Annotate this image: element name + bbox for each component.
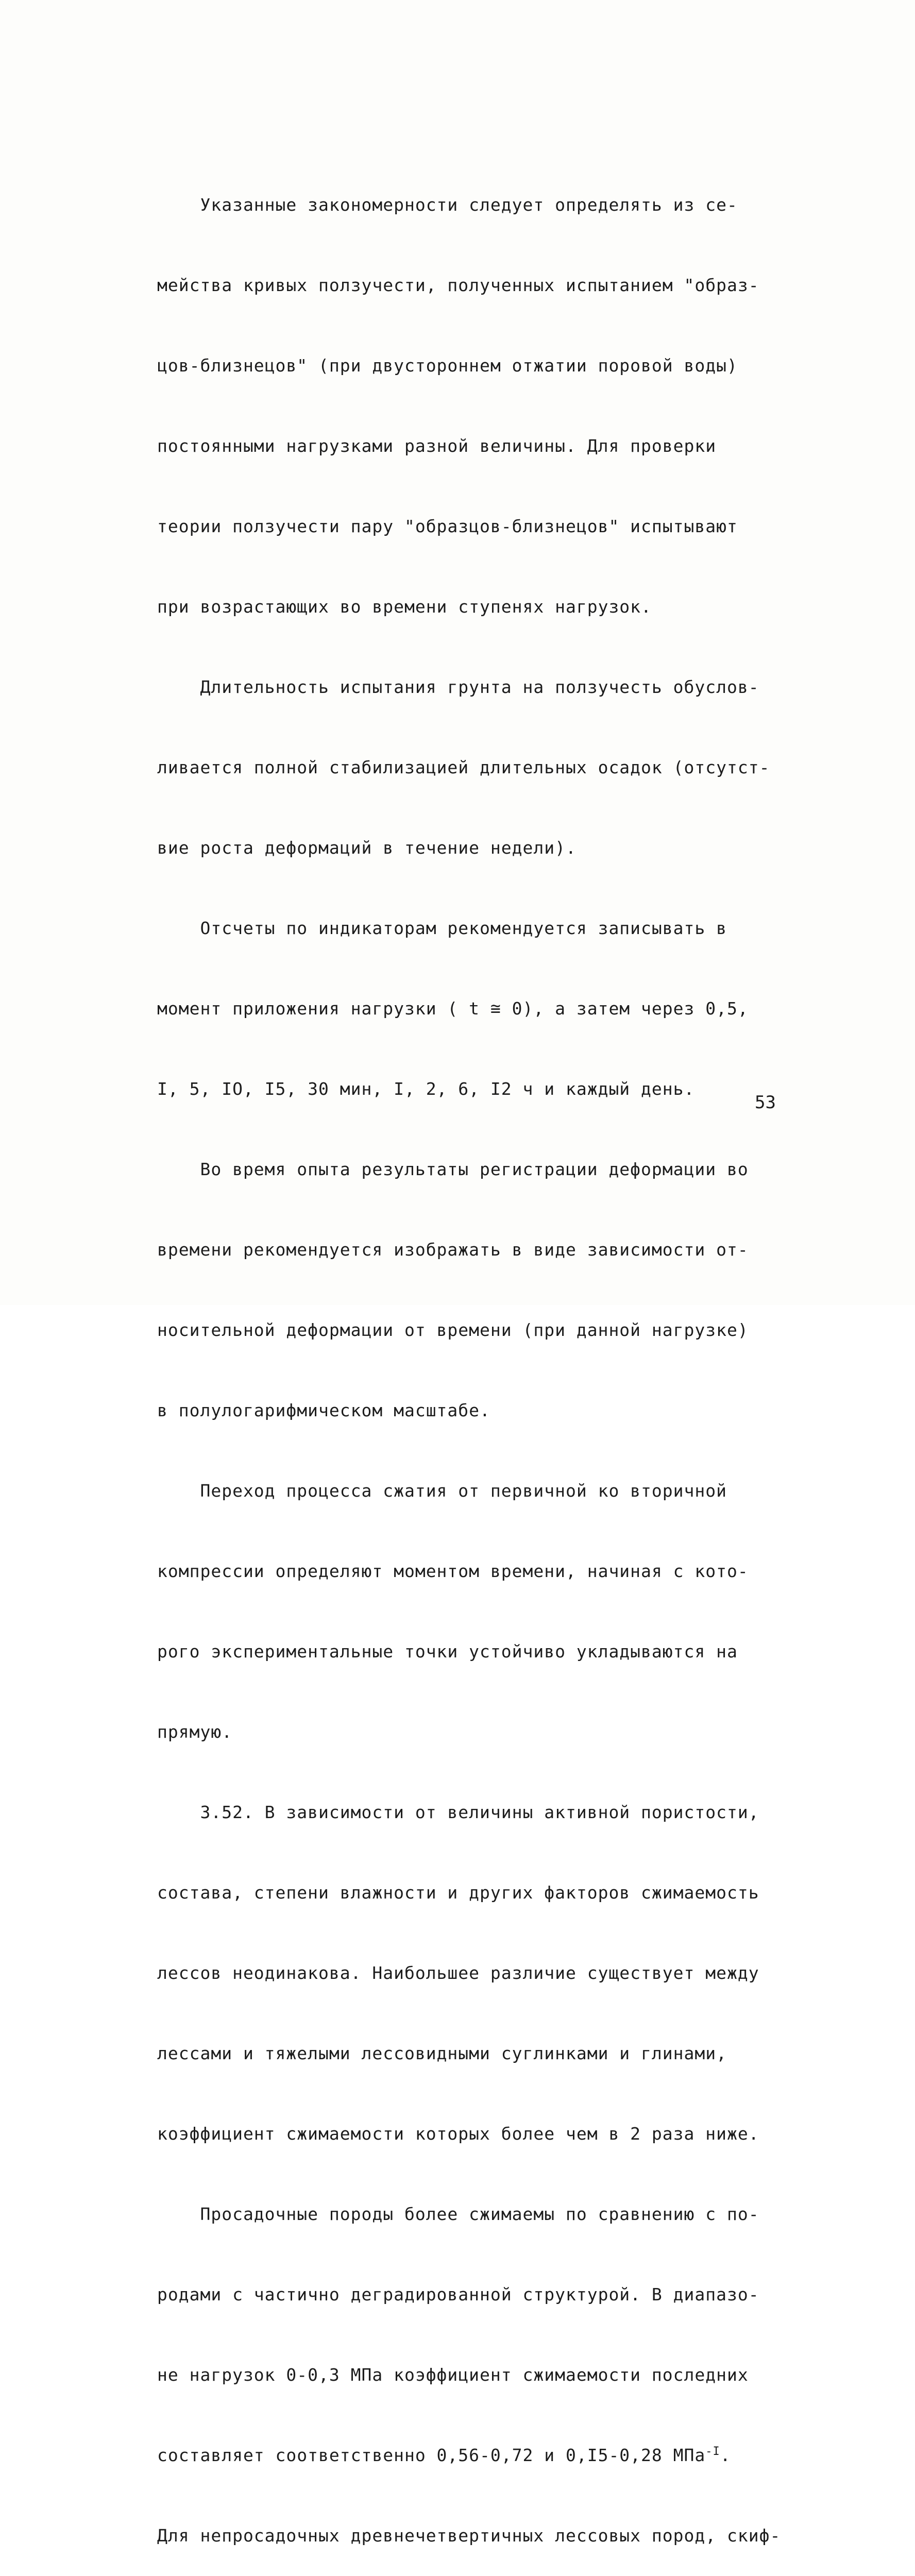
text-line: Просадочные породы более сжимаемы по сравнению с по- bbox=[157, 2204, 759, 2224]
text-line: цов-близнецов" (при двустороннем отжатии поровой воды) bbox=[157, 355, 738, 376]
text-line: времени рекомендуется изображать в виде зависимости от- bbox=[157, 1240, 749, 1260]
text-line: не нагрузок 0-0,3 МПа коэффициент сжимаемости последних bbox=[157, 2365, 749, 2385]
superscript: -I bbox=[705, 2445, 720, 2458]
text-line: компрессии определяют моментом времени, начиная с кото- bbox=[157, 1561, 749, 1581]
text-line: момент приложения нагрузки ( t ≅ 0), а затем через 0,5, bbox=[157, 998, 749, 1019]
text-line: лессов неодинакова. Наибольшее различие существует между bbox=[157, 1963, 759, 1983]
text-line: прямую. bbox=[157, 1722, 233, 1742]
text-line: мейства кривых ползучести, полученных испытанием "образ- bbox=[157, 275, 759, 295]
line-end-dot: . bbox=[720, 2445, 731, 2465]
text-line: при возрастающих во времени ступенях нагрузок. bbox=[157, 597, 652, 617]
text-fragment: составляет соответственно 0,56-0,72 и 0,I5-0,28 МПа bbox=[157, 2445, 706, 2465]
text-line: родами с частично деградированной структурой. В диапазо- bbox=[157, 2284, 759, 2304]
text-line: состава, степени влажности и других факторов сжимаемость bbox=[157, 1883, 759, 1903]
text-line: носительной деформации от времени (при данной нагрузке) bbox=[157, 1320, 749, 1340]
text-line: Длительность испытания грунта на ползучесть обуслов- bbox=[157, 677, 759, 697]
text-line: Указанные закономерности следует определять из се- bbox=[157, 195, 738, 215]
text-line: Переход процесса сжатия от первичной ко вторичной bbox=[157, 1481, 727, 1501]
text-line: Для непросадочных древнечетвертичных лессовых пород, скиф- bbox=[157, 2526, 781, 2546]
text-line-with-superscript bbox=[157, 2442, 811, 2469]
text-line: лессами и тяжелыми лессовидными суглинками и глинами, bbox=[157, 2043, 727, 2063]
text-line: Отсчеты по индикаторам рекомендуется записывать в bbox=[157, 918, 727, 938]
body-text bbox=[157, 138, 811, 2576]
text-line: постоянными нагрузками разной величины. Для проверки bbox=[157, 436, 717, 456]
text-line: коэффициент сжимаемости которых более чем в 2 раза ниже. bbox=[157, 2124, 759, 2144]
text-line: теории ползучести пару "образцов-близнецов" испытывают bbox=[157, 516, 738, 536]
text-line: I, 5, IO, I5, 30 мин, I, 2, 6, I2 ч и каждый день. bbox=[157, 1079, 695, 1099]
text-line: Во время опыта результаты регистрации деформации во bbox=[157, 1159, 749, 1179]
page-number: 53 bbox=[755, 1092, 776, 1113]
text-line: вие роста деформаций в течение недели). bbox=[157, 838, 577, 858]
text-line: в полулогарифмическом масштабе. bbox=[157, 1400, 490, 1420]
text-line: 3.52. В зависимости от величины активной пористости, bbox=[157, 1802, 759, 1822]
text-line: ливается полной стабилизацией длительных осадок (отсутст- bbox=[157, 757, 770, 777]
text-line: рого экспериментальные точки устойчиво укладываются на bbox=[157, 1641, 738, 1662]
